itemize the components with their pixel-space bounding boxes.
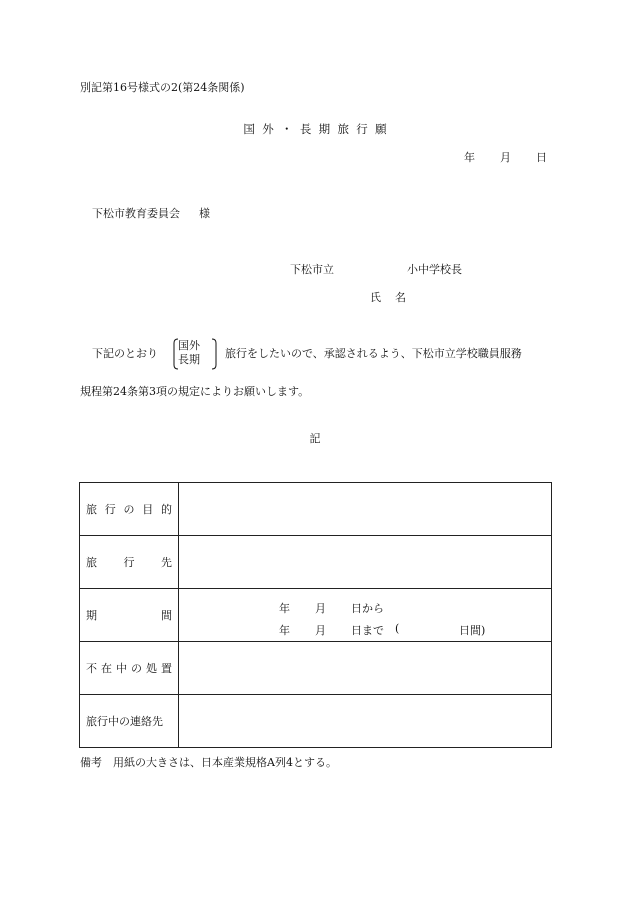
label-char: 処 [146,662,157,675]
table-row [80,695,552,748]
period-to-day-suffix: 日まで [351,624,384,637]
period-value-cell[interactable] [179,589,552,642]
form-identifier: 別記第16号様式の2(第24条関係) [80,81,245,94]
addressee-line [92,208,210,219]
row-label-period [80,589,179,642]
title-char: 国 [243,122,255,136]
label-char: 旅 [86,503,97,516]
label-char: 不 [86,662,97,675]
label-char: 目 [142,503,154,516]
title-char: 願 [375,122,387,136]
travel-type-option: 国外 [178,339,200,352]
label-char: 先 [161,556,172,569]
remark-note: 備考 用紙の大きさは、日本産業規格A列4とする。 [80,756,337,769]
period-to-year: 年 [279,624,290,637]
travel-details-table [79,482,552,748]
date-day-label: 日 [536,151,547,164]
row-label-absence-arrangement [80,642,179,695]
table-row [80,483,552,536]
row-label-destination [80,536,179,589]
label-char: の [131,662,142,675]
body-prefix: 下記のとおり [92,347,158,360]
period-days-suffix: 日間) [459,624,486,637]
title-char: 期 [318,122,331,136]
label-text: 旅行中の連絡先 [86,715,163,728]
body-suffix: 旅行をしたいので、承認されるよう、下松市立学校職員服務 [225,347,522,360]
label-char: 的 [161,503,172,516]
period-from-day-suffix: 日から [351,602,384,615]
applicant-name-label-char: 氏 [370,291,381,304]
period-to-month: 月 [315,624,326,637]
title-char: 外 [262,122,274,136]
document-title [0,124,630,136]
period-from-month: 月 [315,602,326,615]
period-from-year: 年 [279,602,290,615]
destination-value-cell[interactable] [179,536,552,589]
title-char: 旅 [337,122,349,136]
label-char: 中 [116,662,127,675]
absence-arrangement-value-cell[interactable] [179,642,552,695]
label-char: 在 [101,662,112,675]
label-char: 間 [161,609,172,622]
date-year-label: 年 [464,151,475,164]
table-row [80,642,552,695]
travel-type-options [178,339,200,367]
title-char: 行 [356,122,368,136]
table-row [80,536,552,589]
contact-value-cell[interactable] [179,695,552,748]
applicant-city-label: 下松市立 [290,263,334,276]
period-days-paren-open: ( [395,622,400,635]
addressee-honorific: 様 [199,207,210,220]
label-char: 行 [123,556,135,569]
right-bracket-icon [210,338,218,370]
label-char: 旅 [86,556,97,569]
label-char: 行 [104,503,116,516]
label-char: 置 [161,662,172,675]
label-char: 期 [86,609,97,622]
row-label-contact [80,695,179,748]
applicant-school-label: 小中学校長 [407,263,462,276]
ki-heading: 記 [309,432,321,445]
travel-type-option: 長期 [178,353,200,366]
purpose-value-cell[interactable] [179,483,552,536]
row-label-purpose [80,483,179,536]
table-row [80,589,552,642]
title-char: 長 [299,122,312,136]
body-line-2: 規程第24条第3項の規定によりお願いします。 [80,385,310,398]
date-month-label: 月 [500,151,511,164]
label-char: の [123,503,135,516]
title-char: ・ [281,122,293,136]
addressee-name: 下松市教育委員会 [92,207,180,220]
applicant-name-label-char: 名 [395,291,406,304]
